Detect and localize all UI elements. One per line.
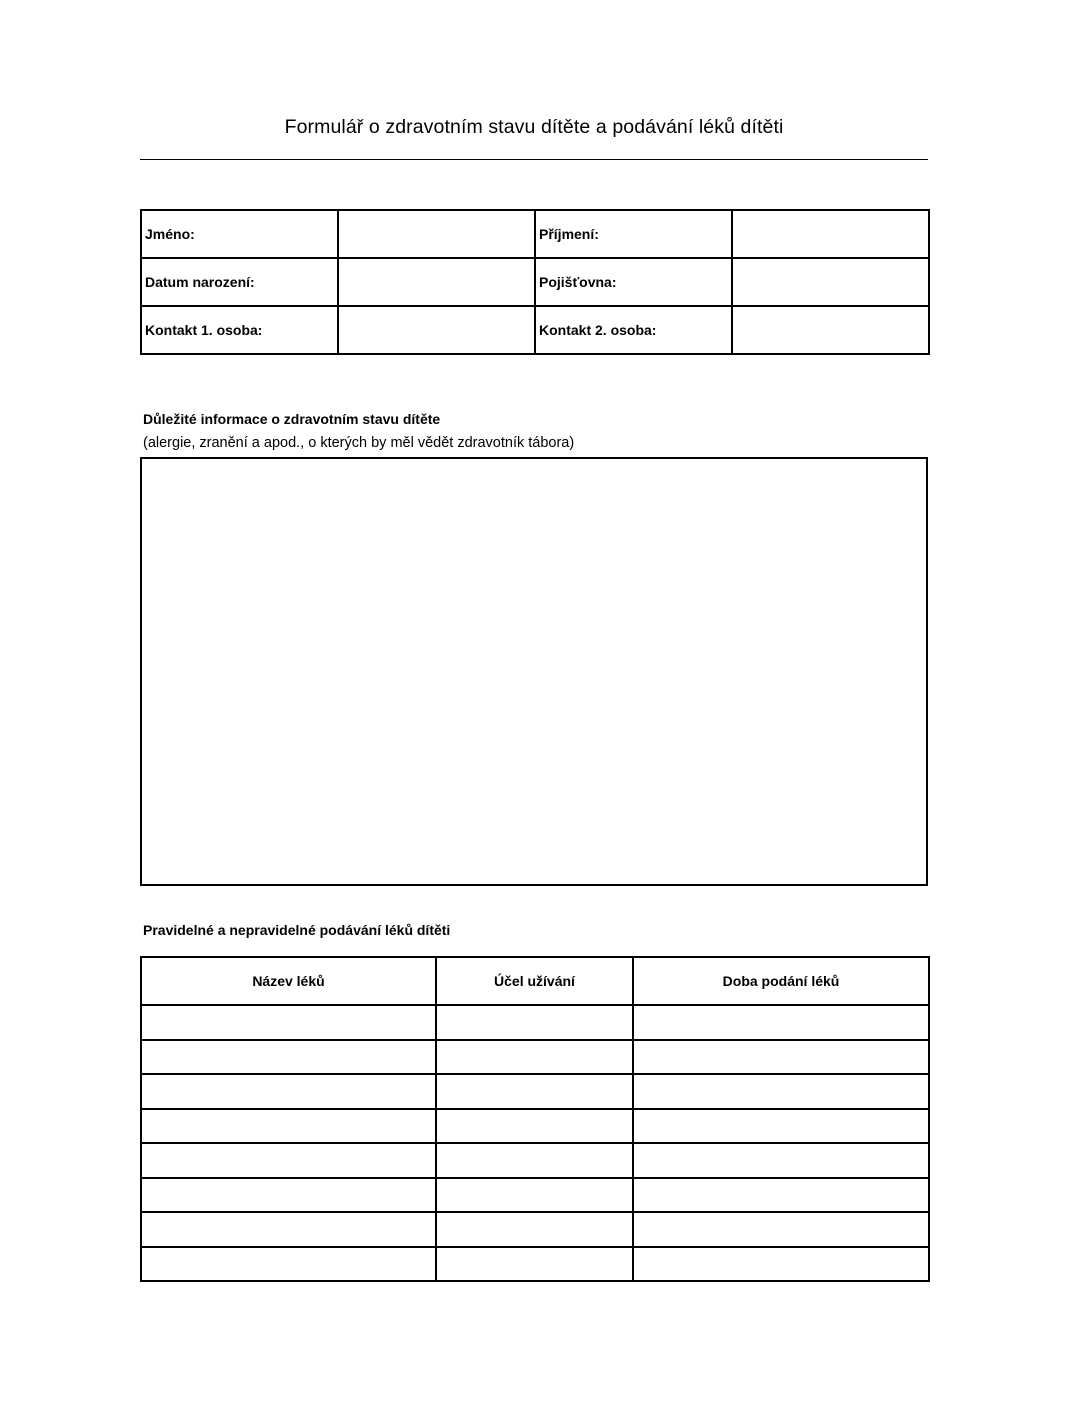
medicine-name-cell[interactable] (141, 1109, 436, 1144)
last-name-field[interactable] (732, 210, 929, 258)
medicine-name-cell[interactable] (141, 1247, 436, 1282)
medicine-name-cell[interactable] (141, 1143, 436, 1178)
table-row (141, 306, 929, 354)
medication-section-title: Pravidelné a nepravidelné podávání léků dítěti (143, 922, 451, 938)
medicine-name-cell[interactable] (141, 1178, 436, 1213)
table-row (141, 1005, 929, 1040)
purpose-cell[interactable] (436, 1247, 633, 1282)
table-row (141, 210, 929, 258)
birth-date-field[interactable] (338, 258, 535, 306)
table-row (141, 1247, 929, 1282)
contact-1-label: Kontakt 1. osoba: (141, 306, 338, 354)
first-name-label: Jméno: (141, 210, 338, 258)
contact-2-field[interactable] (732, 306, 929, 354)
contact-2-label: Kontakt 2. osoba: (535, 306, 732, 354)
medicine-name-cell[interactable] (141, 1212, 436, 1247)
dosage-time-cell[interactable] (633, 1005, 929, 1040)
purpose-cell[interactable] (436, 1109, 633, 1144)
health-section-title: Důležité informace o zdravotním stavu dítěte (143, 411, 441, 427)
dosage-time-cell[interactable] (633, 1074, 929, 1109)
dosage-time-cell[interactable] (633, 1178, 929, 1213)
first-name-field[interactable] (338, 210, 535, 258)
purpose-cell[interactable] (436, 1178, 633, 1213)
medicine-name-cell[interactable] (141, 1005, 436, 1040)
health-info-field[interactable] (140, 457, 928, 886)
dosage-time-cell[interactable] (633, 1143, 929, 1178)
table-row (141, 1178, 929, 1213)
table-row (141, 1109, 929, 1144)
table-row (141, 1040, 929, 1075)
birth-date-label: Datum narození: (141, 258, 338, 306)
medicine-name-cell[interactable] (141, 1074, 436, 1109)
purpose-cell[interactable] (436, 1040, 633, 1075)
dosage-time-cell[interactable] (633, 1109, 929, 1144)
insurance-label: Pojišťovna: (535, 258, 732, 306)
health-section-subtitle: (alergie, zranění a apod., o kterých by měl vědět zdravotník tábora) (143, 435, 575, 451)
column-header-medicine-name: Název léků (141, 957, 436, 1005)
insurance-field[interactable] (732, 258, 929, 306)
purpose-cell[interactable] (436, 1005, 633, 1040)
personal-info-table (140, 209, 930, 355)
table-header-row (141, 957, 929, 1005)
medicine-name-cell[interactable] (141, 1040, 436, 1075)
contact-1-field[interactable] (338, 306, 535, 354)
purpose-cell[interactable] (436, 1074, 633, 1109)
table-row (141, 1143, 929, 1178)
last-name-label: Příjmení: (535, 210, 732, 258)
column-header-dosage-time: Doba podání léků (633, 957, 929, 1005)
title-divider (140, 159, 928, 160)
table-row (141, 258, 929, 306)
dosage-time-cell[interactable] (633, 1247, 929, 1282)
table-row (141, 1212, 929, 1247)
purpose-cell[interactable] (436, 1212, 633, 1247)
form-title: Formulář o zdravotním stavu dítěte a podávání léků dítěti (284, 116, 784, 138)
dosage-time-cell[interactable] (633, 1040, 929, 1075)
column-header-purpose: Účel užívání (436, 957, 633, 1005)
dosage-time-cell[interactable] (633, 1212, 929, 1247)
table-row (141, 1074, 929, 1109)
medication-table (140, 956, 930, 1282)
purpose-cell[interactable] (436, 1143, 633, 1178)
